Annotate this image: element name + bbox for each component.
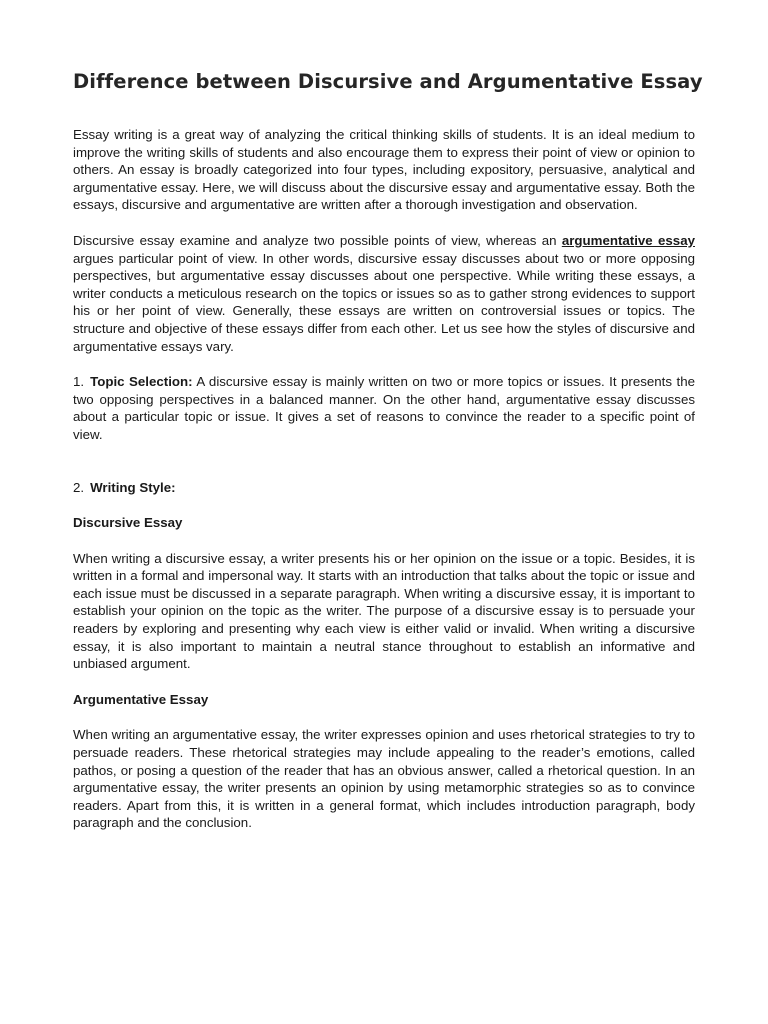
document-page [73,70,703,832]
topic-selection-label: Topic Selection: [90,374,193,390]
item-number: 2. [73,479,85,495]
comparison-paragraph [73,232,695,355]
topic-selection-item [73,373,695,443]
topic-selection-text: A discursive essay is mainly written on two or more topics or issues. It presents the two opposing perspectives in a balanced manner. On the other hand, argumentative essay discusses about a particular topic or issue. It gives a set of reasons to convince the reader to a specific point of view. [73,374,695,442]
writing-style-item [73,479,695,497]
comparison-text-end: argues particular point of view. In other words, discursive essay discusses about two or more opposing perspectives, but argumentative essay discusses about one perspective. While writing these essays, a writer conducts a meticulous research on the topics or issues so as to gather strong evidences to support his or her point of view. Generally, these essays are written on controversial issues or topics. The structure and objective of these essays differ from each other. Let us see how the styles of discursive and argumentative essays vary. [73,250,695,354]
argumentative-essay-heading: Argumentative Essay [73,691,209,707]
discursive-essay-heading: Discursive Essay [73,515,183,531]
argumentative-essay-paragraph: When writing an argumentative essay, the writer expresses opinion and uses rhetorical strategies to try to persuade readers. These rhetorical strategies may include appealing to the reader’s emotions, called pathos, or posing a question of the reader that has an obvious answer, called a rhetorical question. In an argumentative essay, the writer presents an opinion by using metamorphic strategies so as to convince readers. Apart from this, it is written in a general format, which includes introduction paragraph, body paragraph and the conclusion. [73,727,695,831]
item-number: 1. [73,374,85,390]
writing-style-label: Writing Style: [90,479,176,495]
comparison-text-start: Discursive essay examine and analyze two possible points of view, whereas an [73,232,562,248]
argumentative-essay-link[interactable]: argumentative essay [561,232,695,248]
discursive-essay-paragraph: When writing a discursive essay, a writer presents his or her opinion on the issue or a topic. Besides, it is written in a formal and impersonal way. It starts with an introduction that talks about the topic or issue and each issue must be discussed in a separate paragraph. When writing a discursive essay, it is important to establish your opinion on the topic as the writer. The purpose of a discursive essay is to persuade your readers by exploring and presenting why each view is either valid or invalid. When writing a discursive essay, it is also important to maintain a neutral stance throughout to establish an informative and unbiased argument. [73,550,695,672]
document-title: Difference between Discursive and Argumentative Essay [73,70,703,93]
intro-paragraph: Essay writing is a great way of analyzing the critical thinking skills of students. It is an ideal medium to improve the writing skills of students and also encourage them to express their point of view or opinion to others. An essay is broadly categorized into four types, including expository, persuasive, analytical and argumentative essay. Here, we will discuss about the discursive essay and argumentative essay. Both the essays, discursive and argumentative are written after a thorough investigation and observation. [73,127,695,213]
